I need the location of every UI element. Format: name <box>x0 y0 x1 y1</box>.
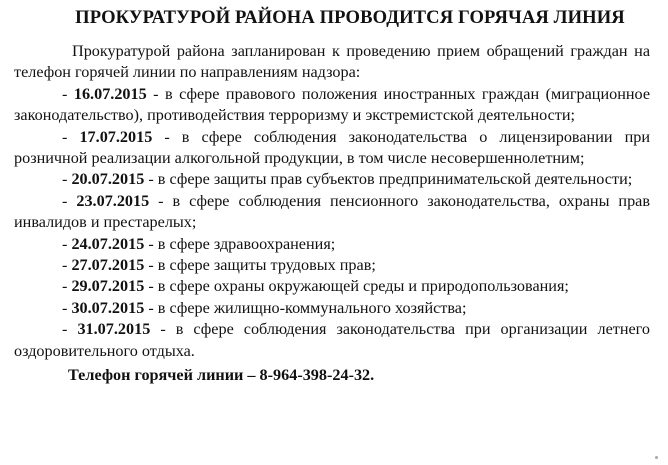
list-item <box>14 169 650 190</box>
item-date: 27.07.2015 <box>71 256 145 275</box>
list-item <box>14 191 650 234</box>
item-text: - в сфере соблюдения законодательства при организации летнего оздоровительного отдыха. <box>14 320 651 360</box>
item-prefix: - <box>62 277 72 296</box>
item-text: - в сфере правового положения иностранных граждан (миграционное законодательство), противодействия терроризму и экстремистской деятельности; <box>14 84 651 125</box>
document-title: ПРОКУРАТУРОЙ РАЙОНА ПРОВОДИТСЯ ГОРЯЧАЯ ЛИНИЯ <box>75 7 625 28</box>
item-date: 31.07.2015 <box>77 320 151 339</box>
item-date: 20.07.2015 <box>71 170 145 189</box>
item-date: 17.07.2015 <box>79 127 153 146</box>
item-text: - в сфере соблюдения законодательства о лицензировании при розничной реализации алкогольной продукции, в том числе несовершеннолетним; <box>14 127 651 168</box>
item-prefix: - <box>62 256 72 275</box>
scan-speck <box>655 456 658 459</box>
item-prefix: - <box>62 191 77 210</box>
item-date: 16.07.2015 <box>73 84 147 103</box>
list-item <box>14 255 650 276</box>
item-prefix: - <box>62 298 72 317</box>
item-prefix: - <box>62 127 80 146</box>
list-item <box>14 127 650 170</box>
list-item <box>14 276 650 297</box>
item-text: - в сфере жилищно-коммунального хозяйства; <box>144 298 467 317</box>
hotline-phone: Телефон горячей линии – 8-964-398-24-32. <box>68 366 375 385</box>
intro-paragraph: Прокуратурой района запланирован к проведению прием обращений граждан на телефон горячей линии по направлениям надзора: <box>14 42 650 82</box>
list-item <box>14 234 650 255</box>
item-prefix: - <box>62 234 72 253</box>
item-date: 30.07.2015 <box>71 298 145 317</box>
item-prefix: - <box>62 170 72 189</box>
item-text: - в сфере здравоохранения; <box>144 234 336 253</box>
item-prefix: - <box>62 320 78 339</box>
item-date: 24.07.2015 <box>71 234 145 253</box>
item-text: - в сфере соблюдения пенсионного законодательства, охраны прав инвалидов и престарелых; <box>14 191 650 232</box>
list-item <box>14 319 650 362</box>
item-text: - в сфере защиты прав субъектов предпринимательской деятельности; <box>144 170 633 189</box>
list-item <box>14 298 650 319</box>
item-text: - в сфере охраны окружающей среды и природопользования; <box>144 277 569 296</box>
item-text: - в сфере защиты трудовых прав; <box>144 256 376 275</box>
item-date: 29.07.2015 <box>71 277 145 296</box>
item-prefix: - <box>62 84 74 103</box>
item-date: 23.07.2015 <box>76 191 150 210</box>
list-item <box>14 84 650 127</box>
